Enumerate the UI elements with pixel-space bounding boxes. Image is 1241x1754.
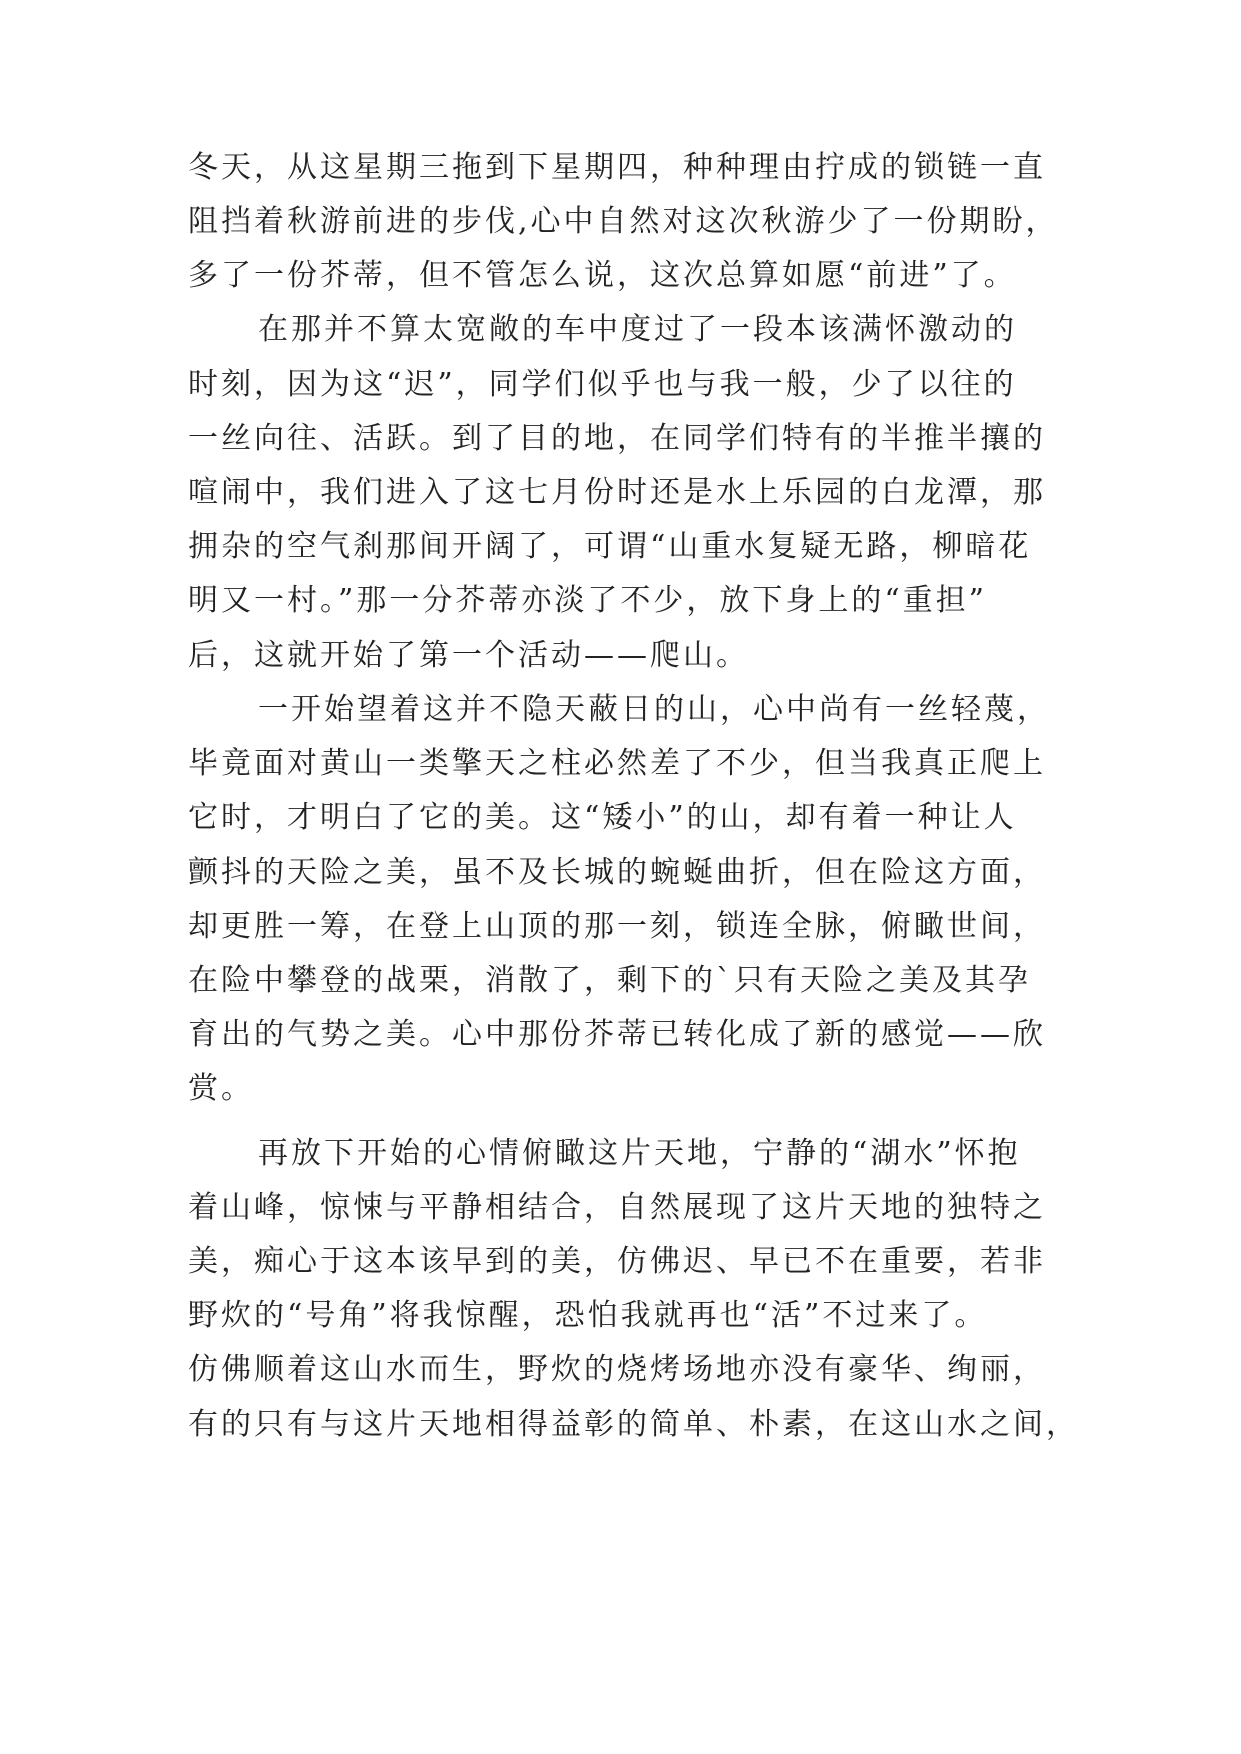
text-line: 有的只有与这片天地相得益彰的简单、朴素，在这山水之间， [188, 1407, 1079, 1442]
text-line: 它时，才明白了它的美。这“矮小”的山，却有着一种让人 [188, 800, 1017, 835]
text-line: 颤抖的天险之美，虽不及长城的蜿蜒曲折，但在险这方面， [188, 855, 1046, 890]
text-line: 却更胜一筹，在登上山顶的那一刻，锁连全脉，俯瞰世间， [188, 909, 1046, 944]
text-line: 阻挡着秋游前进的步伐,心中自然对这次秋游少了一份期盼， [188, 204, 1059, 239]
text-line: 多了一份芥蒂，但不管怎么说，这次总算如愿“前进”了。 [188, 258, 1017, 293]
text-line: 拥杂的空气刹那间开阔了，可谓“山重水复疑无路，柳暗花 [188, 529, 1032, 564]
text-line: 美，痴心于这本该早到的美，仿佛迟、早已不在重要，若非 [188, 1244, 1046, 1279]
text-line: 冬天，从这星期三拖到下星期四，种种理由拧成的锁链一直 [188, 150, 1046, 185]
text-line: 赏。 [188, 1071, 254, 1106]
paragraph-start-line: 再放下开始的心情俯瞰这片天地，宁静的“湖水”怀抱 [258, 1136, 1021, 1171]
text-line: 明又一村。”那一分芥蒂亦淡了不少，放下身上的“重担” [188, 583, 988, 618]
paragraph-start-line: 在那并不算太宽敞的车中度过了一段本该满怀激动的 [258, 312, 1017, 347]
text-line: 一丝向往、活跃。到了目的地，在同学们特有的半推半攘的 [188, 421, 1046, 456]
text-line: 后，这就开始了第一个活动——爬山。 [188, 638, 749, 673]
text-line: 着山峰，惊悚与平静相结合，自然展现了这片天地的独特之 [188, 1190, 1046, 1225]
text-line: 在险中攀登的战栗，消散了，剩下的`只有天险之美及其孕 [188, 963, 1031, 998]
text-line: 育出的气势之美。心中那份芥蒂已转化成了新的感觉——欣 [188, 1017, 1046, 1052]
text-line: 时刻，因为这“迟”，同学们似乎也与我一般，少了以往的 [188, 367, 1017, 402]
text-line: 仿佛顺着这山水而生，野炊的烧烤场地亦没有豪华、绚丽， [188, 1352, 1046, 1387]
text-line: 野炊的“号角”将我惊醒，恐怕我就再也“活”不过来了。 [188, 1298, 988, 1333]
text-line: 喧闹中，我们进入了这七月份时还是水上乐园的白龙潭，那 [188, 475, 1046, 510]
paragraph-start-line: 一开始望着这并不隐天蔽日的山，心中尚有一丝轻蔑， [258, 692, 1050, 727]
text-line: 毕竟面对黄山一类擎天之柱必然差了不少，但当我真正爬上 [188, 746, 1046, 781]
